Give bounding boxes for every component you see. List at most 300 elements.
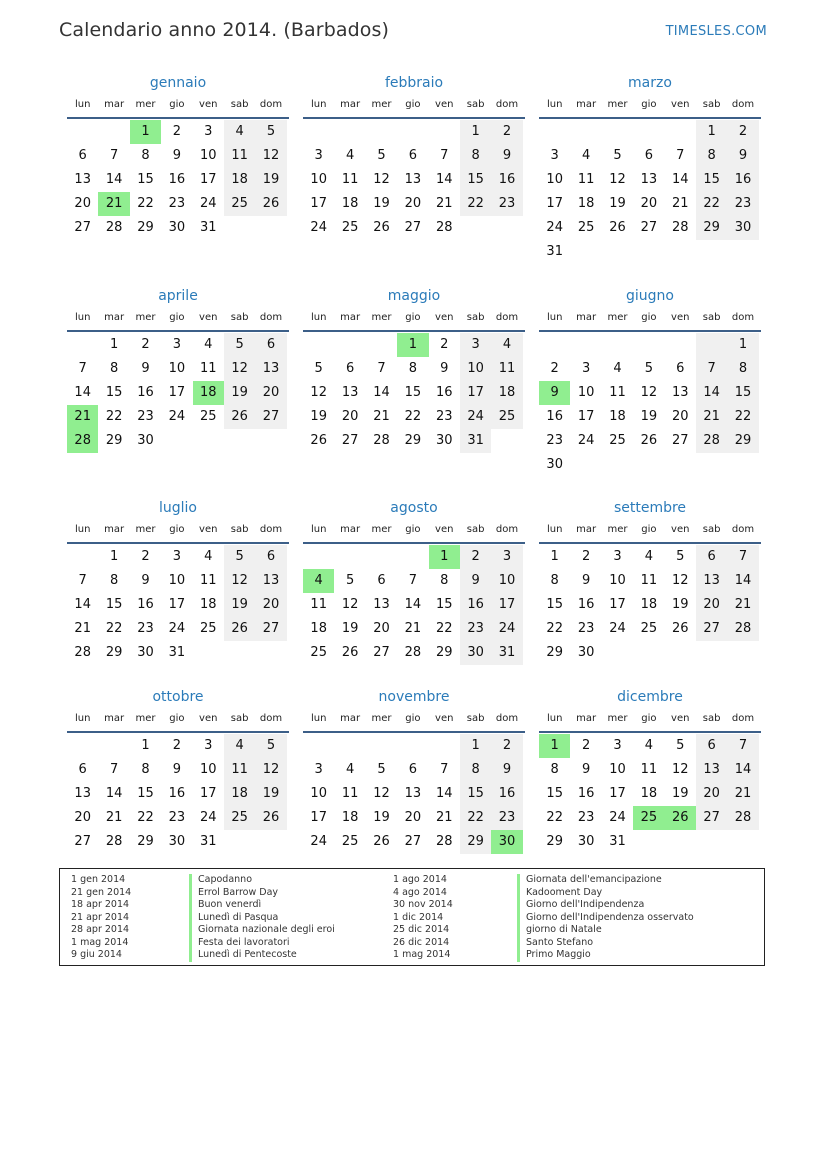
day-cell[interactable]: 27 (696, 617, 727, 641)
day-cell[interactable]: 7 (696, 357, 727, 381)
day-cell[interactable]: 15 (727, 381, 758, 405)
day-cell[interactable]: 21 (727, 782, 758, 806)
day-cell[interactable]: 10 (199, 762, 217, 777)
day-cell[interactable]: 10 (310, 786, 327, 801)
day-cell[interactable]: 3 (491, 545, 522, 569)
day-cell[interactable]: 4 (204, 337, 213, 352)
day-cell[interactable]: 2 (440, 337, 449, 352)
day-cell[interactable]: 23 (491, 806, 522, 830)
day-cell[interactable]: 30 (577, 834, 595, 849)
day-cell[interactable]: 4 (644, 738, 653, 753)
day-cell[interactable]: 15 (460, 782, 491, 806)
day-cell[interactable]: 1 (109, 337, 119, 352)
day-cell[interactable]: 29 (137, 220, 154, 235)
day-cell[interactable]: 26 (373, 220, 390, 235)
day-cell[interactable]: 21 (727, 593, 758, 617)
day-cell[interactable]: 16 (168, 786, 186, 801)
day-cell[interactable]: 7 (109, 762, 119, 777)
day-cell[interactable]: 23 (168, 810, 186, 825)
day-cell[interactable]: 5 (255, 120, 286, 144)
day-cell[interactable]: 20 (404, 810, 422, 825)
day-cell[interactable]: 13 (341, 385, 359, 400)
day-cell[interactable]: 12 (640, 385, 658, 400)
day-cell[interactable]: 24 (609, 621, 626, 636)
day-cell[interactable]: 14 (435, 786, 453, 801)
day-cell[interactable]: 28 (727, 617, 758, 641)
day-cell[interactable]: 17 (609, 597, 626, 612)
day-cell[interactable]: 18 (640, 786, 658, 801)
day-cell[interactable]: 6 (408, 148, 417, 163)
day-cell[interactable]: 11 (310, 597, 327, 612)
day-cell[interactable]: 14 (404, 597, 422, 612)
day-cell[interactable]: 16 (137, 597, 154, 612)
day-cell[interactable]: 4 (345, 148, 355, 163)
day-cell[interactable]: 1 (696, 120, 727, 144)
day-cell[interactable]: 30 (577, 645, 595, 660)
day-cell[interactable]: 9 (460, 569, 491, 593)
day-cell[interactable]: 5 (613, 148, 622, 163)
day-cell[interactable]: 26 (373, 834, 390, 849)
day-cell[interactable]: 31 (546, 244, 563, 259)
day-cell[interactable]: 23 (491, 192, 522, 216)
day-cell[interactable]: 25 (310, 645, 327, 660)
day-cell[interactable]: 17 (460, 381, 491, 405)
day-cell[interactable]: 13 (255, 357, 286, 381)
day-cell[interactable]: 11 (640, 573, 658, 588)
day-cell[interactable]: 24 (199, 196, 217, 211)
day-cell[interactable]: 23 (168, 196, 186, 211)
day-cell[interactable]: 25 (341, 834, 359, 849)
day-cell[interactable]: 2 (172, 738, 181, 753)
day-cell[interactable]: 20 (74, 810, 91, 825)
day-cell[interactable]: 13 (404, 172, 422, 187)
day-cell[interactable]: 22 (460, 192, 491, 216)
day-cell[interactable]: 2 (581, 549, 591, 564)
day-cell[interactable]: 5 (676, 549, 685, 564)
day-cell[interactable]: 5 (314, 361, 323, 376)
day-cell[interactable]: 3 (613, 738, 622, 753)
day-cell[interactable]: 1 (130, 120, 161, 144)
day-cell[interactable]: 25 (640, 621, 658, 636)
day-cell[interactable]: 8 (109, 573, 119, 588)
day-cell[interactable]: 26 (224, 405, 255, 429)
day-cell[interactable]: 5 (377, 762, 386, 777)
day-cell[interactable]: 8 (727, 357, 758, 381)
day-cell[interactable]: 3 (581, 361, 591, 376)
day-cell[interactable]: 14 (696, 381, 727, 405)
day-cell[interactable]: 18 (193, 381, 224, 405)
day-cell[interactable]: 24 (460, 405, 491, 429)
day-cell[interactable]: 14 (727, 758, 758, 782)
day-cell[interactable]: 21 (435, 810, 453, 825)
day-cell[interactable]: 2 (491, 734, 522, 758)
day-cell[interactable]: 8 (408, 361, 417, 376)
day-cell[interactable]: 12 (255, 758, 286, 782)
day-cell[interactable]: 9 (491, 144, 522, 168)
day-cell[interactable]: 17 (310, 810, 327, 825)
day-cell[interactable]: 12 (609, 172, 626, 187)
day-cell[interactable]: 16 (546, 409, 563, 424)
day-cell[interactable]: 11 (491, 357, 522, 381)
day-cell[interactable]: 13 (373, 597, 390, 612)
day-cell[interactable]: 19 (224, 593, 255, 617)
day-cell[interactable]: 21 (98, 192, 129, 216)
day-cell[interactable]: 17 (168, 385, 186, 400)
day-cell[interactable]: 14 (74, 385, 91, 400)
day-cell[interactable]: 17 (168, 597, 186, 612)
day-cell[interactable]: 3 (204, 124, 213, 139)
day-cell[interactable]: 19 (609, 196, 626, 211)
day-cell[interactable]: 31 (491, 641, 522, 665)
day-cell[interactable]: 22 (137, 810, 154, 825)
day-cell[interactable]: 25 (633, 806, 664, 830)
day-cell[interactable]: 24 (310, 220, 327, 235)
day-cell[interactable]: 7 (78, 361, 87, 376)
day-cell[interactable]: 4 (224, 120, 255, 144)
day-cell[interactable]: 15 (696, 168, 727, 192)
day-cell[interactable]: 24 (577, 433, 595, 448)
day-cell[interactable]: 9 (440, 361, 449, 376)
day-cell[interactable]: 10 (609, 573, 626, 588)
day-cell[interactable]: 22 (105, 621, 123, 636)
day-cell[interactable]: 25 (224, 192, 255, 216)
day-cell[interactable]: 24 (491, 617, 522, 641)
day-cell[interactable]: 5 (377, 148, 386, 163)
day-cell[interactable]: 6 (255, 545, 286, 569)
day-cell[interactable]: 17 (199, 786, 217, 801)
day-cell[interactable]: 15 (105, 385, 123, 400)
day-cell[interactable]: 1 (429, 545, 460, 569)
day-cell[interactable]: 22 (546, 621, 563, 636)
day-cell[interactable]: 28 (74, 645, 91, 660)
day-cell[interactable]: 27 (671, 433, 689, 448)
day-cell[interactable]: 1 (550, 549, 559, 564)
day-cell[interactable]: 9 (491, 758, 522, 782)
day-cell[interactable]: 22 (105, 409, 123, 424)
day-cell[interactable]: 27 (74, 220, 91, 235)
day-cell[interactable]: 5 (224, 333, 255, 357)
day-cell[interactable]: 16 (577, 786, 595, 801)
day-cell[interactable]: 28 (671, 220, 689, 235)
day-cell[interactable]: 19 (640, 409, 658, 424)
day-cell[interactable]: 31 (609, 834, 626, 849)
day-cell[interactable]: 28 (67, 429, 98, 453)
day-cell[interactable]: 28 (105, 834, 123, 849)
day-cell[interactable]: 1 (109, 549, 119, 564)
day-cell[interactable]: 16 (435, 385, 453, 400)
day-cell[interactable]: 28 (105, 220, 123, 235)
day-cell[interactable]: 29 (105, 433, 123, 448)
day-cell[interactable]: 11 (577, 172, 595, 187)
day-cell[interactable]: 10 (460, 357, 491, 381)
day-cell[interactable]: 11 (341, 172, 359, 187)
day-cell[interactable]: 4 (345, 762, 355, 777)
day-cell[interactable]: 2 (550, 361, 559, 376)
day-cell[interactable]: 9 (581, 762, 591, 777)
day-cell[interactable]: 27 (255, 617, 286, 641)
day-cell[interactable]: 28 (727, 806, 758, 830)
day-cell[interactable]: 28 (435, 834, 453, 849)
day-cell[interactable]: 10 (491, 569, 522, 593)
day-cell[interactable]: 4 (204, 549, 213, 564)
day-cell[interactable]: 20 (696, 782, 727, 806)
day-cell[interactable]: 11 (224, 758, 255, 782)
day-cell[interactable]: 12 (373, 786, 390, 801)
day-cell[interactable]: 18 (640, 597, 658, 612)
day-cell[interactable]: 26 (640, 433, 658, 448)
day-cell[interactable]: 11 (640, 762, 658, 777)
day-cell[interactable]: 4 (613, 361, 622, 376)
day-cell[interactable]: 30 (727, 216, 758, 240)
day-cell[interactable]: 2 (491, 120, 522, 144)
day-cell[interactable]: 20 (255, 381, 286, 405)
day-cell[interactable]: 21 (696, 405, 727, 429)
day-cell[interactable]: 16 (727, 168, 758, 192)
day-cell[interactable]: 17 (199, 172, 217, 187)
day-cell[interactable]: 11 (224, 144, 255, 168)
day-cell[interactable]: 18 (491, 381, 522, 405)
day-cell[interactable]: 29 (404, 433, 422, 448)
day-cell[interactable]: 23 (137, 409, 154, 424)
day-cell[interactable]: 26 (255, 806, 286, 830)
day-cell[interactable]: 19 (341, 621, 359, 636)
day-cell[interactable]: 7 (727, 545, 758, 569)
day-cell[interactable]: 25 (341, 220, 359, 235)
day-cell[interactable]: 29 (696, 216, 727, 240)
day-cell[interactable]: 19 (373, 810, 390, 825)
day-cell[interactable]: 8 (109, 361, 119, 376)
day-cell[interactable]: 19 (671, 786, 689, 801)
day-cell[interactable]: 21 (105, 810, 123, 825)
day-cell[interactable]: 25 (224, 806, 255, 830)
day-cell[interactable]: 16 (460, 593, 491, 617)
day-cell[interactable]: 23 (546, 433, 563, 448)
day-cell[interactable]: 30 (137, 433, 154, 448)
day-cell[interactable]: 9 (539, 381, 570, 405)
day-cell[interactable]: 7 (109, 148, 119, 163)
day-cell[interactable]: 29 (460, 830, 491, 854)
day-cell[interactable]: 27 (74, 834, 91, 849)
day-cell[interactable]: 21 (671, 196, 689, 211)
day-cell[interactable]: 28 (435, 220, 453, 235)
day-cell[interactable]: 13 (255, 569, 286, 593)
day-cell[interactable]: 29 (105, 645, 123, 660)
day-cell[interactable]: 18 (341, 196, 359, 211)
day-cell[interactable]: 11 (199, 573, 217, 588)
day-cell[interactable]: 21 (373, 409, 390, 424)
day-cell[interactable]: 3 (172, 549, 181, 564)
day-cell[interactable]: 4 (224, 734, 255, 758)
day-cell[interactable]: 4 (644, 549, 653, 564)
day-cell[interactable]: 3 (204, 738, 213, 753)
day-cell[interactable]: 9 (141, 361, 150, 376)
day-cell[interactable]: 31 (199, 834, 217, 849)
day-cell[interactable]: 26 (609, 220, 626, 235)
day-cell[interactable]: 28 (404, 645, 422, 660)
day-cell[interactable]: 20 (341, 409, 359, 424)
day-cell[interactable]: 19 (224, 381, 255, 405)
day-cell[interactable]: 8 (696, 144, 727, 168)
day-cell[interactable]: 18 (224, 782, 255, 806)
day-cell[interactable]: 10 (577, 385, 595, 400)
day-cell[interactable]: 25 (491, 405, 522, 429)
day-cell[interactable]: 14 (373, 385, 390, 400)
day-cell[interactable]: 19 (671, 597, 689, 612)
day-cell[interactable]: 10 (546, 172, 563, 187)
day-cell[interactable]: 12 (224, 569, 255, 593)
day-cell[interactable]: 5 (224, 545, 255, 569)
day-cell[interactable]: 26 (665, 806, 696, 830)
day-cell[interactable]: 26 (671, 621, 689, 636)
day-cell[interactable]: 8 (550, 573, 559, 588)
day-cell[interactable]: 12 (373, 172, 390, 187)
day-cell[interactable]: 11 (609, 385, 626, 400)
day-cell[interactable]: 27 (640, 220, 658, 235)
day-cell[interactable]: 8 (141, 148, 150, 163)
day-cell[interactable]: 31 (199, 220, 217, 235)
day-cell[interactable]: 3 (613, 549, 622, 564)
day-cell[interactable]: 15 (137, 786, 154, 801)
day-cell[interactable]: 27 (373, 645, 390, 660)
day-cell[interactable]: 29 (546, 834, 563, 849)
day-cell[interactable]: 20 (640, 196, 658, 211)
day-cell[interactable]: 8 (141, 762, 150, 777)
day-cell[interactable]: 24 (168, 621, 186, 636)
day-cell[interactable]: 12 (255, 144, 286, 168)
day-cell[interactable]: 19 (255, 168, 286, 192)
day-cell[interactable]: 13 (74, 172, 91, 187)
day-cell[interactable]: 15 (460, 168, 491, 192)
day-cell[interactable]: 25 (577, 220, 595, 235)
day-cell[interactable]: 3 (550, 148, 559, 163)
day-cell[interactable]: 14 (671, 172, 689, 187)
day-cell[interactable]: 16 (168, 172, 186, 187)
day-cell[interactable]: 26 (224, 617, 255, 641)
day-cell[interactable]: 8 (550, 762, 559, 777)
day-cell[interactable]: 13 (404, 786, 422, 801)
day-cell[interactable]: 22 (137, 196, 154, 211)
brand-link[interactable]: TIMESLES.COM (665, 24, 767, 39)
day-cell[interactable]: 8 (460, 758, 491, 782)
day-cell[interactable]: 12 (224, 357, 255, 381)
day-cell[interactable]: 15 (404, 385, 422, 400)
day-cell[interactable]: 20 (255, 593, 286, 617)
day-cell[interactable]: 4 (581, 148, 591, 163)
day-cell[interactable]: 28 (373, 433, 390, 448)
day-cell[interactable]: 4 (491, 333, 522, 357)
day-cell[interactable]: 2 (581, 738, 591, 753)
day-cell[interactable]: 24 (199, 810, 217, 825)
day-cell[interactable]: 18 (224, 168, 255, 192)
day-cell[interactable]: 7 (377, 361, 386, 376)
day-cell[interactable]: 25 (609, 433, 626, 448)
day-cell[interactable]: 22 (727, 405, 758, 429)
day-cell[interactable]: 31 (168, 645, 186, 660)
day-cell[interactable]: 14 (105, 786, 123, 801)
day-cell[interactable]: 10 (310, 172, 327, 187)
day-cell[interactable]: 23 (460, 617, 491, 641)
day-cell[interactable]: 30 (168, 220, 186, 235)
day-cell[interactable]: 12 (671, 573, 689, 588)
day-cell[interactable]: 22 (435, 621, 453, 636)
day-cell[interactable]: 6 (78, 148, 87, 163)
day-cell[interactable]: 28 (696, 429, 727, 453)
day-cell[interactable]: 15 (546, 597, 563, 612)
day-cell[interactable]: 21 (67, 405, 98, 429)
day-cell[interactable]: 10 (609, 762, 626, 777)
day-cell[interactable]: 17 (491, 593, 522, 617)
day-cell[interactable]: 30 (546, 457, 563, 472)
day-cell[interactable]: 3 (314, 148, 323, 163)
day-cell[interactable]: 31 (460, 429, 491, 453)
day-cell[interactable]: 30 (460, 641, 491, 665)
day-cell[interactable]: 30 (435, 433, 453, 448)
day-cell[interactable]: 23 (577, 810, 595, 825)
day-cell[interactable]: 25 (199, 409, 217, 424)
day-cell[interactable]: 22 (404, 409, 422, 424)
day-cell[interactable]: 3 (314, 762, 323, 777)
day-cell[interactable]: 6 (644, 148, 653, 163)
day-cell[interactable]: 2 (141, 549, 150, 564)
day-cell[interactable]: 10 (199, 148, 217, 163)
day-cell[interactable]: 13 (74, 786, 91, 801)
day-cell[interactable]: 20 (74, 196, 91, 211)
day-cell[interactable]: 20 (671, 409, 689, 424)
day-cell[interactable]: 7 (727, 734, 758, 758)
day-cell[interactable]: 7 (440, 148, 449, 163)
day-cell[interactable]: 27 (341, 433, 359, 448)
day-cell[interactable]: 6 (255, 333, 286, 357)
day-cell[interactable]: 20 (404, 196, 422, 211)
day-cell[interactable]: 17 (609, 786, 626, 801)
day-cell[interactable]: 7 (408, 573, 417, 588)
day-cell[interactable]: 14 (727, 569, 758, 593)
day-cell[interactable]: 16 (137, 385, 154, 400)
day-cell[interactable]: 30 (137, 645, 154, 660)
day-cell[interactable]: 6 (78, 762, 87, 777)
day-cell[interactable]: 6 (676, 361, 685, 376)
day-cell[interactable]: 7 (440, 762, 449, 777)
day-cell[interactable]: 11 (199, 361, 217, 376)
day-cell[interactable]: 18 (577, 196, 595, 211)
day-cell[interactable]: 27 (696, 806, 727, 830)
day-cell[interactable]: 6 (408, 762, 417, 777)
day-cell[interactable]: 21 (435, 196, 453, 211)
day-cell[interactable]: 5 (345, 573, 355, 588)
day-cell[interactable]: 8 (440, 573, 449, 588)
day-cell[interactable]: 16 (577, 597, 595, 612)
day-cell[interactable]: 14 (435, 172, 453, 187)
day-cell[interactable]: 20 (373, 621, 390, 636)
day-cell[interactable]: 23 (577, 621, 595, 636)
day-cell[interactable]: 1 (460, 734, 491, 758)
day-cell[interactable]: 23 (435, 409, 453, 424)
day-cell[interactable]: 1 (460, 120, 491, 144)
day-cell[interactable]: 10 (168, 573, 186, 588)
day-cell[interactable]: 12 (310, 385, 327, 400)
day-cell[interactable]: 1 (727, 333, 758, 357)
day-cell[interactable]: 19 (310, 409, 327, 424)
day-cell[interactable]: 22 (546, 810, 563, 825)
day-cell[interactable]: 12 (671, 762, 689, 777)
day-cell[interactable]: 16 (491, 782, 522, 806)
day-cell[interactable]: 29 (435, 645, 453, 660)
day-cell[interactable]: 1 (397, 333, 428, 357)
day-cell[interactable]: 15 (546, 786, 563, 801)
day-cell[interactable]: 29 (727, 429, 758, 453)
day-cell[interactable]: 6 (345, 361, 355, 376)
day-cell[interactable]: 18 (341, 810, 359, 825)
